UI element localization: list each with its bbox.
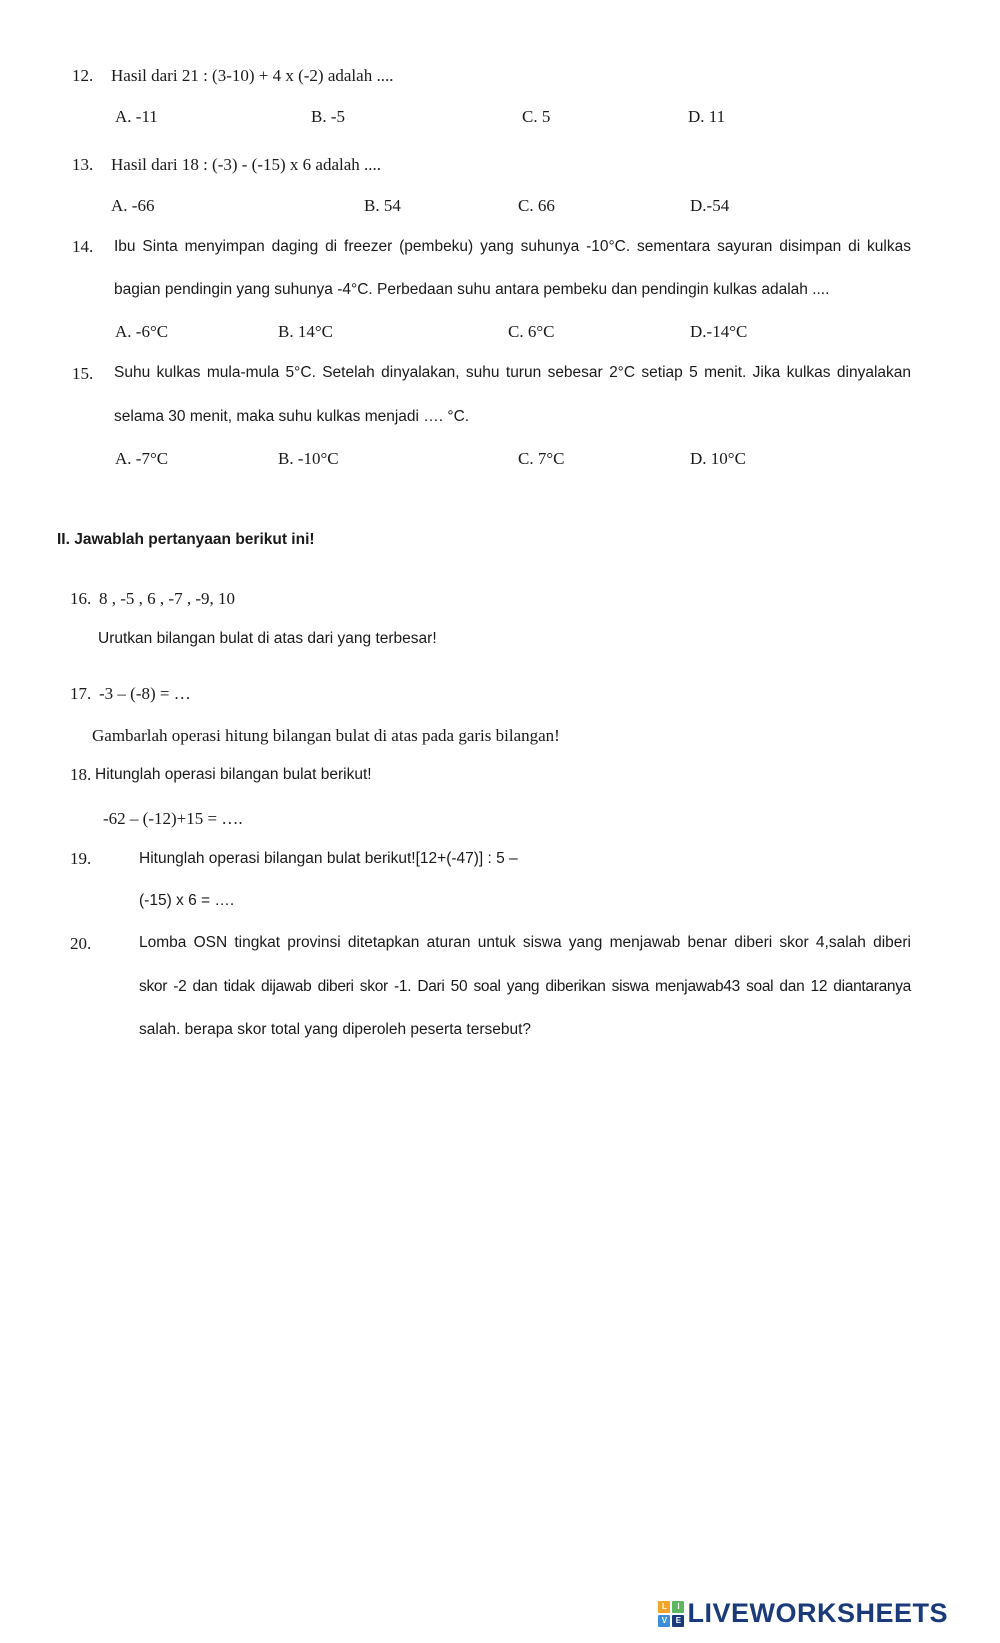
logo-mark-tile: V: [658, 1615, 670, 1627]
question-number: 14.: [72, 237, 94, 256]
question-number: 12.: [72, 66, 94, 85]
question-text: Hasil dari 21 : (3-10) + 4 x (-2) adalah ....: [111, 66, 394, 85]
question-text-line-1: Lomba OSN tingkat provinsi ditetapkan aturan untuk siswa yang menjawab benar diberi skor 4,salah diberi: [139, 934, 911, 951]
logo-text: LIVEWORKSHEETS: [687, 1598, 948, 1628]
liveworksheets-logo-icon: [658, 1601, 684, 1627]
option-d: D. 10°C: [690, 449, 746, 468]
option-b: B. 54: [364, 196, 401, 215]
option-a: A. -7°C: [115, 449, 169, 468]
option-c: C. 6°C: [508, 322, 555, 341]
question-text-line-1: Hitunglah operasi bilangan bulat berikut![12+(-47)] : 5 –: [139, 850, 518, 867]
question-instruction: Urutkan bilangan bulat di atas dari yang terbesar!: [98, 630, 437, 647]
question-number: 15.: [72, 364, 94, 383]
option-d: D.-14°C: [690, 322, 748, 341]
question-numbers: 8 , -5 , 6 , -7 , -9, 10: [99, 589, 235, 608]
question-instruction: Gambarlah operasi hitung bilangan bulat di atas pada garis bilangan!: [92, 726, 560, 745]
question-text-line-1: Suhu kulkas mula-mula 5°C. Setelah dinyalakan, suhu turun sebesar 2°C setiap 5 menit. Jika kulkas dinyalakan: [114, 364, 911, 381]
option-b: B. 14°C: [278, 322, 333, 341]
option-d: D.-54: [690, 196, 730, 215]
logo-mark-tile: I: [672, 1601, 684, 1613]
option-c: C. 66: [518, 196, 555, 215]
question-expression: -3 – (-8) = …: [99, 684, 191, 703]
question-text-line-2: (-15) x 6 = ….: [139, 892, 235, 909]
question-text-line-1: Ibu Sinta menyimpan daging di freezer (pembeku) yang suhunya -10°C. sementara sayuran disimpan di kulkas: [114, 238, 911, 255]
option-d: D. 11: [688, 107, 726, 126]
option-c: C. 7°C: [518, 449, 565, 468]
question-number: 18.: [70, 765, 92, 784]
section-heading: II. Jawablah pertanyaan berikut ini!: [57, 531, 315, 548]
question-number: 13.: [72, 155, 94, 174]
question-number: 19.: [70, 849, 92, 868]
question-text-line-3: salah. berapa skor total yang diperoleh peserta tersebut?: [139, 1021, 532, 1038]
question-expression: -62 – (-12)+15 = ….: [103, 809, 243, 828]
liveworksheets-logo[interactable]: [658, 1598, 948, 1629]
option-b: B. -10°C: [278, 449, 339, 468]
question-text-line-2: selama 30 menit, maka suhu kulkas menjadi …. °C.: [114, 408, 470, 425]
question-text-line-2: skor -2 dan tidak dijawab diberi skor -1. Dari 50 soal yang diberikan siswa menjawab43 soal dan 12 diantaranya: [139, 978, 911, 995]
logo-mark-tile: E: [672, 1615, 684, 1627]
option-c: C. 5: [522, 107, 551, 126]
question-instruction: Hitunglah operasi bilangan bulat berikut!: [95, 766, 372, 783]
option-a: A. -66: [111, 196, 155, 215]
question-text: Hasil dari 18 : (-3) - (-15) x 6 adalah ....: [111, 155, 382, 174]
question-number: 17.: [70, 684, 92, 703]
question-number: 20.: [70, 934, 92, 953]
question-number: 16.: [70, 589, 92, 608]
option-a: A. -6°C: [115, 322, 169, 341]
logo-mark-tile: L: [658, 1601, 670, 1613]
option-a: A. -11: [115, 107, 158, 126]
option-b: B. -5: [311, 107, 345, 126]
question-text-line-2: bagian pendingin yang suhunya -4°C. Perbedaan suhu antara pembeku dan pendingin kulkas adalah ....: [114, 281, 830, 298]
